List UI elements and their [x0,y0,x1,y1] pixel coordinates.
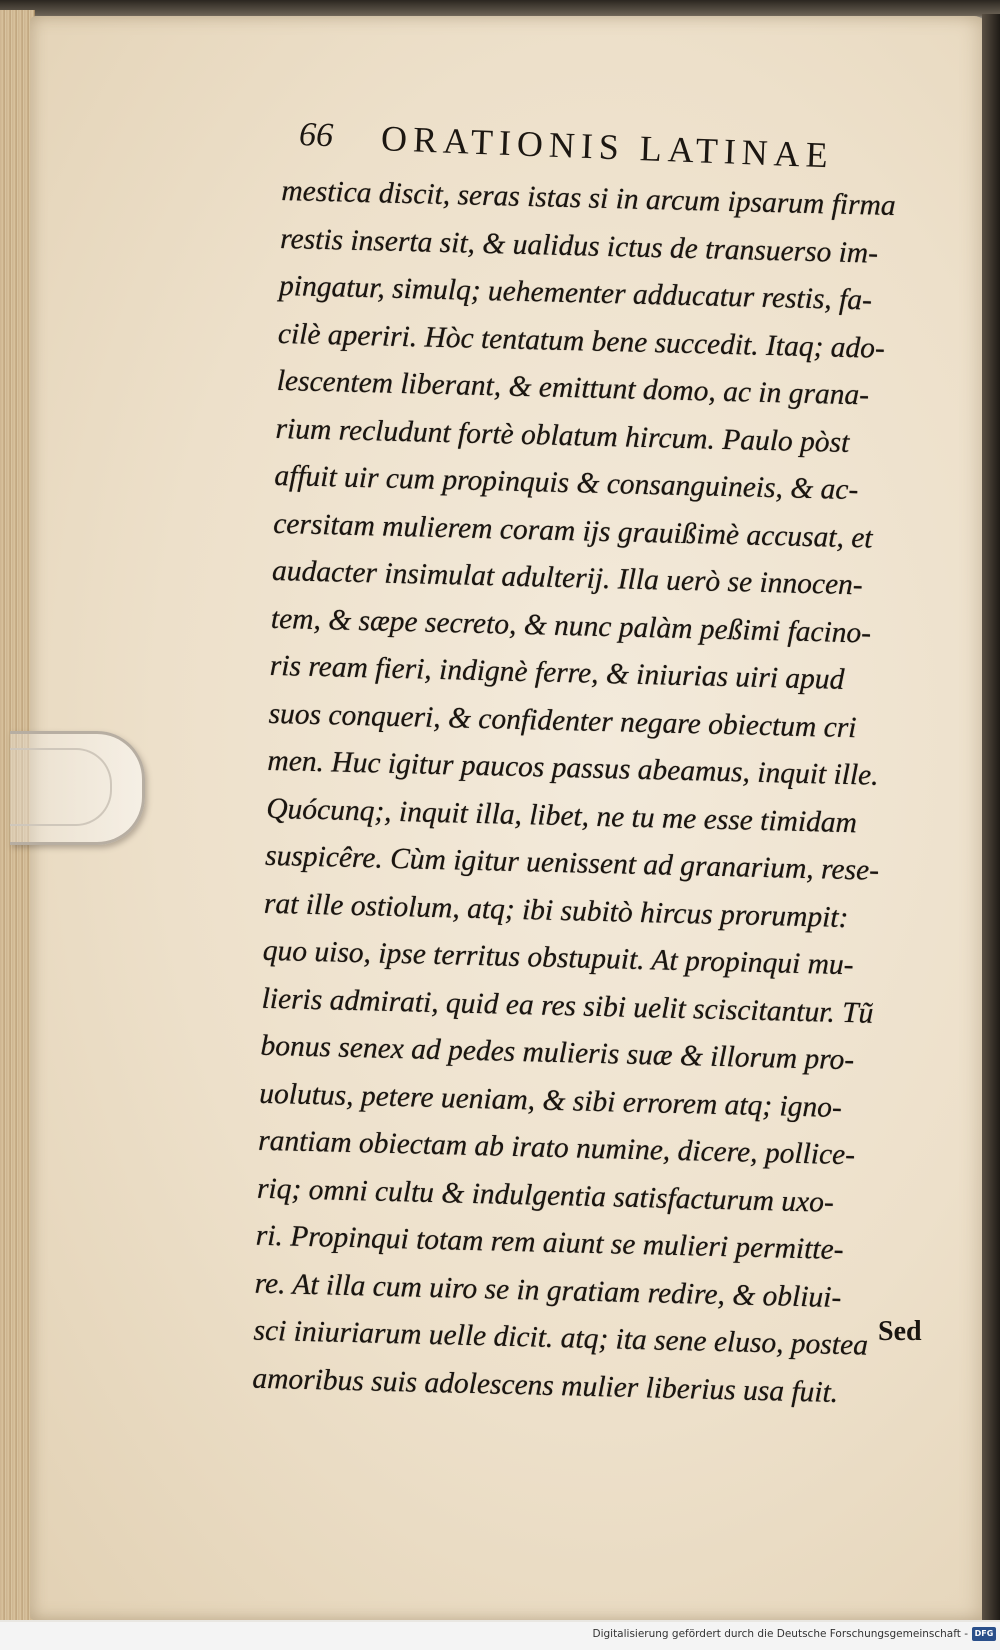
text-line: sci iniuriarum uelle dicit. atq; ita sene eluso, postea [253,1314,869,1362]
text-line: lescentem liberant, & emittunt domo, ac in grana- [276,364,870,412]
text-line: men. Huc igitur paucos passus abeamus, inquit ille. [267,744,880,792]
text-line: re. At illa cum uiro se in gratiam redire, & obliui- [254,1267,842,1314]
text-line: suos conqueri, & confidenter negare obiectum cri [268,697,857,744]
text-line: rantiam obiectam ab irato numine, dicere, pollice- [257,1124,856,1172]
text-line: suspicêre. Cùm igitur uenissent ad granarium, rese- [264,839,880,887]
text-line: audacter insimulat adulterij. Illa uerò se innocen- [271,554,864,602]
footer-credit: Digitalisierung gefördert durch die Deutsche Forschungsgemeinschaft - [592,1628,968,1640]
page-number: 66 [298,115,334,155]
text-line: rat ille ostiolum, atq; ibi subitò hircus prorumpit: [263,887,849,934]
text-line: restis inserta sit, & ualidus ictus de transuerso im- [279,222,879,270]
catchword: Sed [878,1316,922,1347]
running-head: ORATIONIS LATINAE [380,118,835,176]
text-line: ris ream fieri, indignè ferre, & iniurias uiri apud [269,649,845,696]
text-line: quo uiso, ipse territus obstupuit. At propinqui mu- [262,934,854,982]
body-text [252,168,922,1418]
text-line: amoribus suis adolescens mulier liberius usa fuit. [252,1362,839,1409]
digitization-footer [0,1622,1000,1650]
text-line: Quócunq;, inquit illa, libet, ne tu me esse timidam [265,792,858,839]
scan-right-edge [982,14,1000,1620]
text-line: riq; omni cultu & indulgentia satisfacturum uxo- [256,1172,835,1219]
text-line: cilè aperiri. Hòc tentatum bene succedit. Itaq; ado- [277,317,886,365]
text-line: uolutus, petere ueniam, & sibi errorem atq; igno- [258,1077,843,1124]
text-line: rium recludunt fortè oblatum hircum. Paulo pòst [275,412,850,459]
text-line: bonus senex ad pedes mulieris suæ & illorum pro- [260,1029,855,1077]
text-line: tem, & sæpe secreto, & nunc palàm peßimi facino- [270,602,872,650]
text-line: cersitam mulierem coram ijs grauißimè accusat, et [272,507,873,555]
page-clip-inner [10,748,112,826]
text-line: lieris admirati, quid ea res sibi uelit sciscitantur. Tũ [261,982,874,1030]
text-line: pingatur, simulq; uehementer adducatur restis, fa- [278,269,873,317]
text-line: mestica discit, seras istas si in arcum ipsarum firma [281,174,896,222]
text-line: affuit uir cum propinquis & consanguineis, & ac- [274,459,859,507]
text-line: ri. Propinqui totam rem aiunt se mulieri permitte- [255,1219,844,1267]
dfg-logo-icon[interactable]: DFG [972,1627,996,1641]
page-clip [10,731,145,845]
